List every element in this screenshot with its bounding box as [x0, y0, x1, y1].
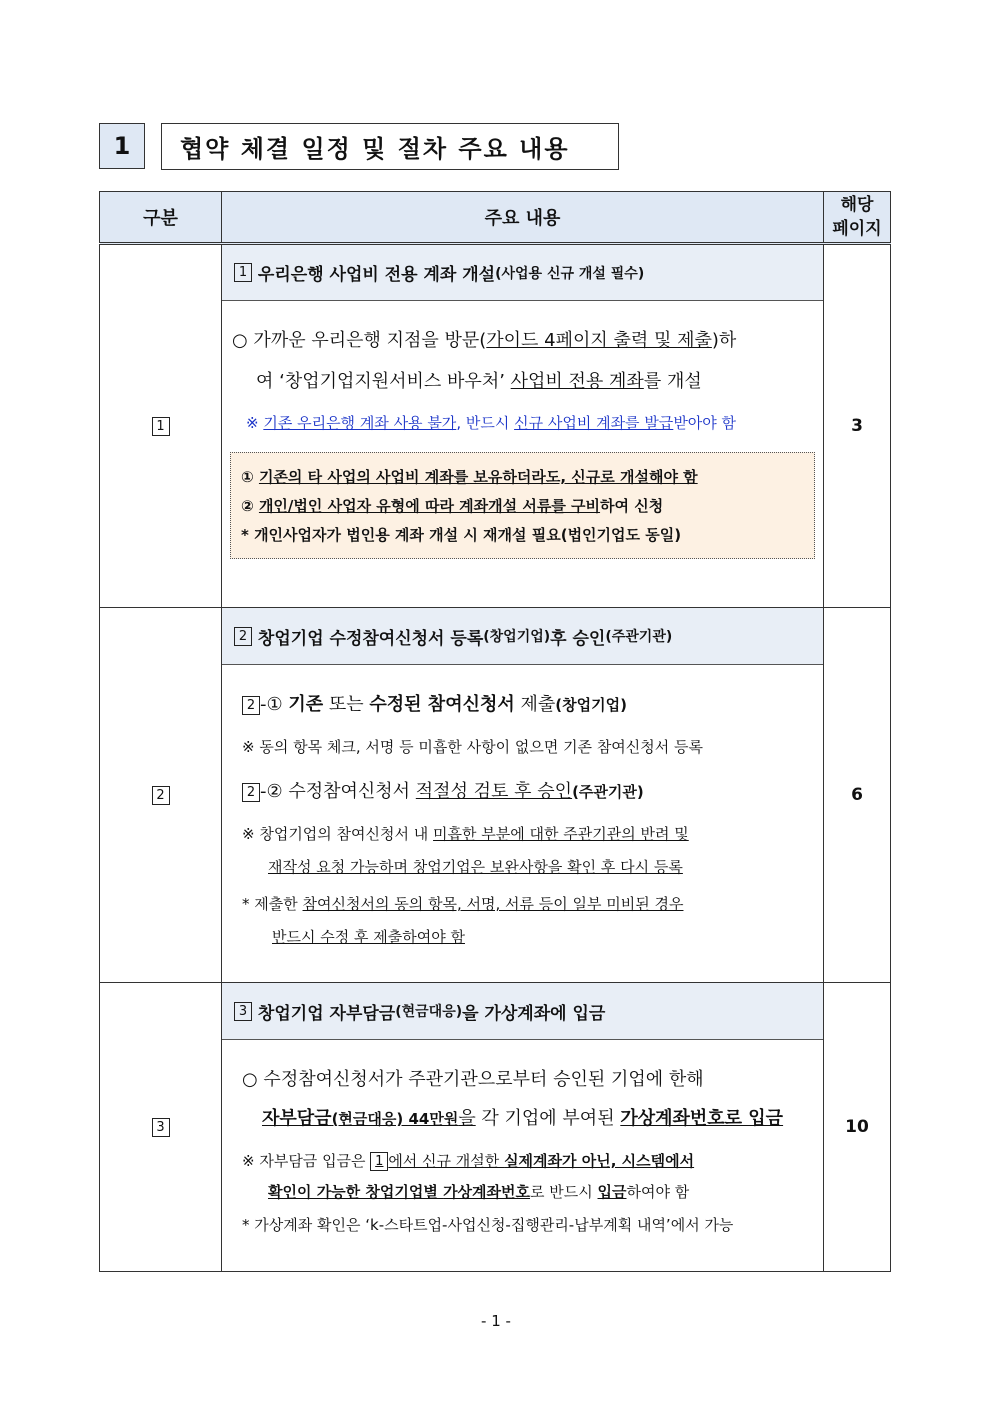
- row-heading: 2 창업기업 수정참여신청서 등록 (창업기업) 후 승인 (주관기관): [222, 608, 823, 665]
- row-number-cell: [100, 244, 222, 608]
- row-body: 2 -① 기존 또는 수정된 참여신청서 제출(창업기업) ※ 동의 항목 체크, 서명 등 미흡한 사항이 없으면 기존 참여신청서 등록 2 -② 수정참여신청서 적절성 검토 후 승인(주관기관) ※ 창업기업의 참여신청서 내 미흡한 부분에 대한 주관기관의 반려 및 재작성 요청 가능하며 창업기업은 보완사항을 확인 후 다시 등록 * 제출한 참여신청서의 동의 항목, 서명, 서류 등이 일부 미비된 경우 반드시 수정 후 제출하여야 함: [242, 694, 704, 946]
- table-row: [100, 608, 891, 983]
- row-body: ○ 수정참여신청서가 주관기관으로부터 승인된 기업에 한해 자부담금(현금대응) 44만원을 각 기업에 부여된 가상계좌번호로 입금 ※ 자부담금 입금은 1 에서 신규 개설한 실제계좌가 아닌, 시스템에서 확인이 가능한 창업기업별 가상계좌번호로 반드시 입금하여야 함 * 가상계좌 확인은 ‘k-스타트업-사업신청-집행관리-납부계획 내역’에서 가능: [242, 1069, 784, 1234]
- page-number: - 1 -: [481, 1312, 511, 1330]
- header-category: 구분: [100, 192, 222, 244]
- table-header-row: [100, 192, 891, 244]
- row-heading: 3 창업기업 자부담금 (현금대응) 을 가상계좌에 입금: [222, 983, 823, 1040]
- header-page: 해당 페이지: [824, 192, 891, 244]
- row-number: 1: [152, 417, 170, 436]
- row-content: [222, 244, 824, 608]
- row-number: 2: [152, 786, 170, 805]
- section-title: 협약 체결 일정 및 절차 주요 내용: [161, 123, 619, 170]
- notice-box: ① 기존의 타 사업의 사업비 계좌를 보유하더라도, 신규로 개설해야 함 ② 개인/법인 사업자 유형에 따라 계좌개설 서류를 구비하여 신청 * 개인사업자가 법인용 계좌 개설 시 재개설 필요(법인기업도 동일): [230, 452, 815, 559]
- row-page: 10: [824, 983, 891, 1272]
- row-number: 3: [152, 1118, 170, 1137]
- row-number-cell: [100, 983, 222, 1272]
- row-content: [222, 608, 824, 983]
- row-page: 3: [824, 244, 891, 608]
- table-row: [100, 983, 891, 1272]
- row-body: ○ 가까운 우리은행 지점을 방문(가이드 4페이지 출력 및 제출)하 여 ‘창업기업지원서비스 바우처’ 사업비 전용 계좌를 개설 ※ 기존 우리은행 계좌 사용 불가, 반드시 신규 사업비 계좌를 발급받아야 함: [232, 330, 737, 432]
- section-number: 1: [99, 123, 145, 169]
- table-row: [100, 244, 891, 608]
- header-content: 주요 내용: [222, 192, 824, 244]
- row-heading: 1 우리은행 사업비 전용 계좌 개설 (사업용 신규 개설 필수): [222, 245, 823, 301]
- schedule-table: [99, 191, 891, 1272]
- row-content: [222, 983, 824, 1272]
- row-number-cell: [100, 608, 222, 983]
- row-page: 6: [824, 608, 891, 983]
